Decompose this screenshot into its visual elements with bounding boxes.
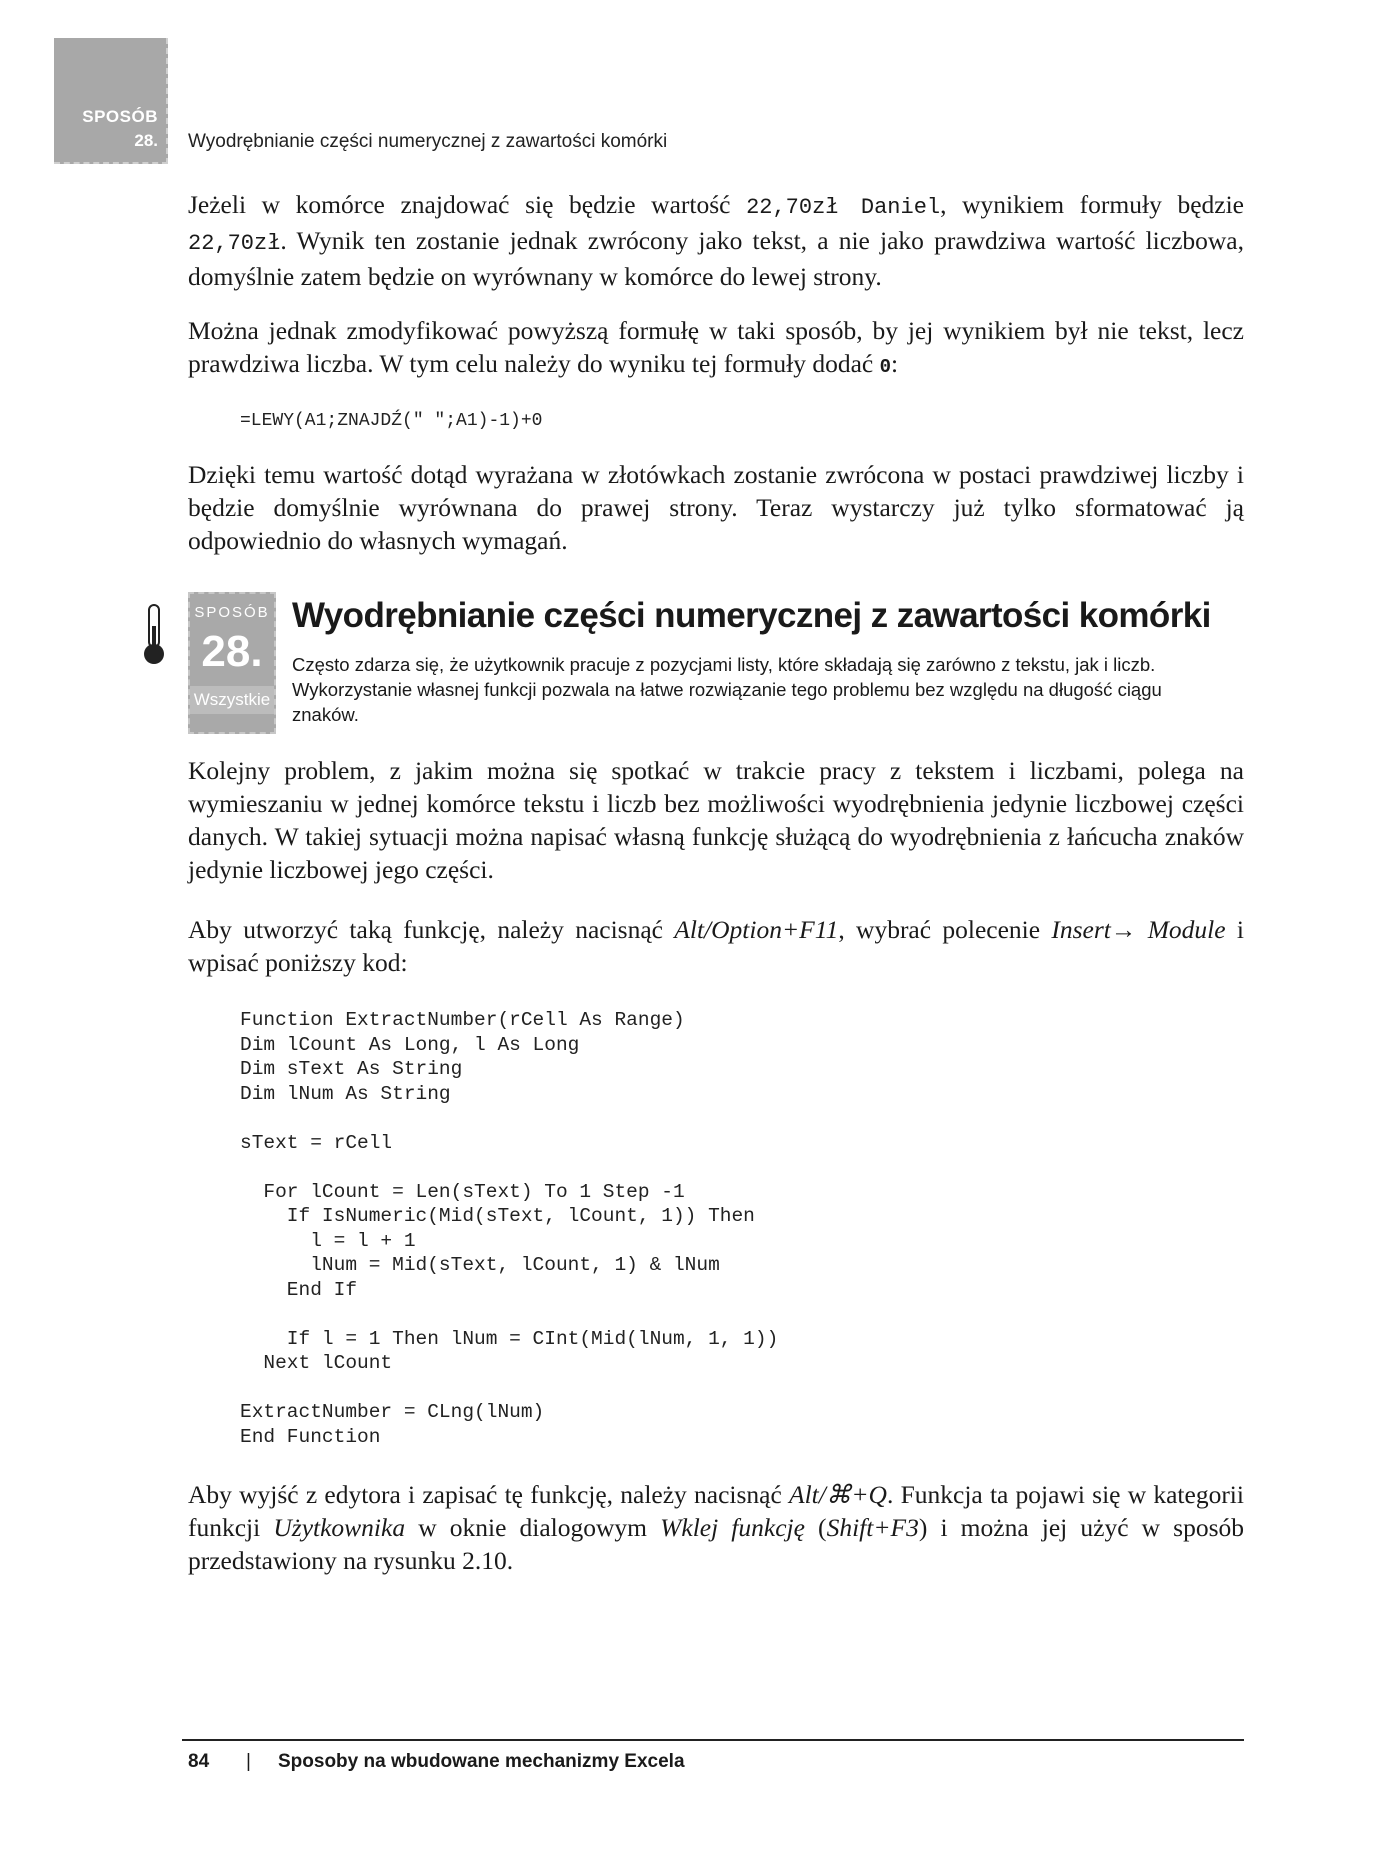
thermometer-icon	[142, 604, 166, 666]
hack-description: Często zdarza się, że użytkownik pracuje z pozycjami listy, które składają się zarówno z tekstu, jak i liczb. Wykorzystanie własnej funkcji pozwala na łatwe rozwiązanie tego problemu bez względu na długość ciągu znaków.	[292, 654, 1162, 725]
paragraph-1	[188, 188, 1244, 293]
text: . Wynik ten zostanie jednak zwrócony jako tekst, a nie jako prawdziwa wartość liczbowa, domyślnie zatem będzie on wyrównany w komórce do lewej strony.	[188, 226, 1244, 291]
code-line: Dim lCount As Long, l As Long	[240, 1033, 580, 1056]
hack-badge-label: SPOSÓB	[194, 604, 270, 621]
text: :	[891, 349, 899, 378]
paragraph-2	[188, 314, 1244, 384]
code-line: End Function	[240, 1425, 381, 1448]
text: Aby utworzyć taką funkcję, należy nacisnąć	[188, 915, 675, 944]
hack-title: Wyodrębnianie części numerycznej z zawartości komórki	[292, 596, 1211, 635]
code-line: Dim lNum As String	[240, 1082, 451, 1105]
code-line: Function ExtractNumber(rCell As Range)	[240, 1009, 685, 1031]
code-line: lNum = Mid(sText, lCount, 1) & lNum	[240, 1254, 720, 1276]
text: i wpisać poniższy kod:	[188, 915, 1244, 977]
inline-code: 22,70zł Daniel	[746, 195, 941, 220]
header-number: 28.	[134, 131, 158, 150]
book-title: Sposoby na wbudowane mechanizmy Excela	[278, 1751, 685, 1772]
text: (	[804, 1513, 827, 1542]
hack-badge-number: 28.	[201, 627, 263, 676]
paragraph-6	[188, 1478, 1244, 1577]
text: Jeżeli w komórce znajdować się będzie wartość	[188, 190, 747, 219]
running-header-title: Wyodrębnianie części numerycznej z zawartości komórki	[188, 131, 668, 152]
paragraph-5	[188, 913, 1244, 979]
code-line: If IsNumeric(Mid(sText, lCount, 1)) Then	[240, 1205, 755, 1227]
header-label: SPOSÓB	[82, 107, 158, 126]
header-tab	[54, 38, 168, 164]
text: w oknie dialogowym	[405, 1513, 661, 1542]
text: ) i można jej użyć w sposób przedstawiony na rysunku 2.10.	[188, 1513, 1245, 1575]
page-number: 84	[188, 1751, 210, 1772]
text: , wybrać polecenie	[838, 915, 1052, 944]
footer-divider	[182, 1739, 1244, 1741]
code-line: Dim sText As String	[240, 1058, 463, 1080]
formula-code: =LEWY(A1;ZNAJDŹ(" ";A1)-1)+0	[240, 411, 543, 431]
text: Można jednak zmodyfikować powyższą formułę w taki sposób, by jej wynikiem był nie tekst, lecz prawdziwa liczba. W tym celu należy do wyniku tej formuły dodać	[188, 316, 1244, 378]
menu-path: Insert→ Module	[1051, 915, 1226, 944]
code-line: End If	[240, 1278, 358, 1301]
footer-separator: |	[246, 1751, 251, 1772]
code-line: For lCount = Len(sText) To 1 Step -1	[240, 1180, 685, 1203]
code-line: If l = 1 Then lNum = CInt(Mid(lNum, 1, 1))	[240, 1327, 779, 1350]
category-name: Użytkownika	[273, 1513, 406, 1542]
code-line: ExtractNumber = CLng(lNum)	[240, 1401, 545, 1423]
code-line: l = l + 1	[240, 1229, 416, 1252]
text: Aby wyjść z edytora i zapisać tę funkcję, należy nacisnąć	[188, 1480, 790, 1509]
inline-code: 22,70zł	[188, 231, 281, 256]
code-line: Next lCount	[240, 1352, 393, 1374]
keyboard-shortcut: Alt/⌘+Q	[789, 1480, 887, 1509]
dialog-name: Wklej funkcję	[660, 1513, 805, 1542]
inline-code: 0	[879, 356, 891, 378]
hack-badge-level: Wszystkie	[190, 686, 274, 714]
paragraph-3: Dzięki temu wartość dotąd wyrażana w złotówkach zostanie zwrócona w postaci prawdziwej liczby i będzie domyślnie wyrównana do prawej strony. Teraz wystarczy już tylko sformatować ją odpowiednio do własnych wymagań.	[188, 460, 1244, 555]
keyboard-shortcut: Shift+F3	[826, 1513, 919, 1542]
paragraph-4: Kolejny problem, z jakim można się spotkać w trakcie pracy z tekstem i liczbami, polega na wymieszaniu w jednej komórce tekstu i liczb bez możliwości wyodrębnienia jedynie liczbowej części danych. W takiej sytuacji można napisać własną funkcję służącą do wyodrębnienia z łańcucha znaków jedynie liczbowej jego części.	[188, 756, 1244, 884]
code-line: sText = rCell	[240, 1131, 393, 1154]
hack-badge	[188, 592, 276, 734]
text: , wynikiem formuły będzie	[940, 190, 1244, 219]
text: . Funkcja ta pojawi się w kategorii funkcji	[188, 1480, 1244, 1542]
keyboard-shortcut: Alt/Option+F11	[674, 915, 839, 944]
